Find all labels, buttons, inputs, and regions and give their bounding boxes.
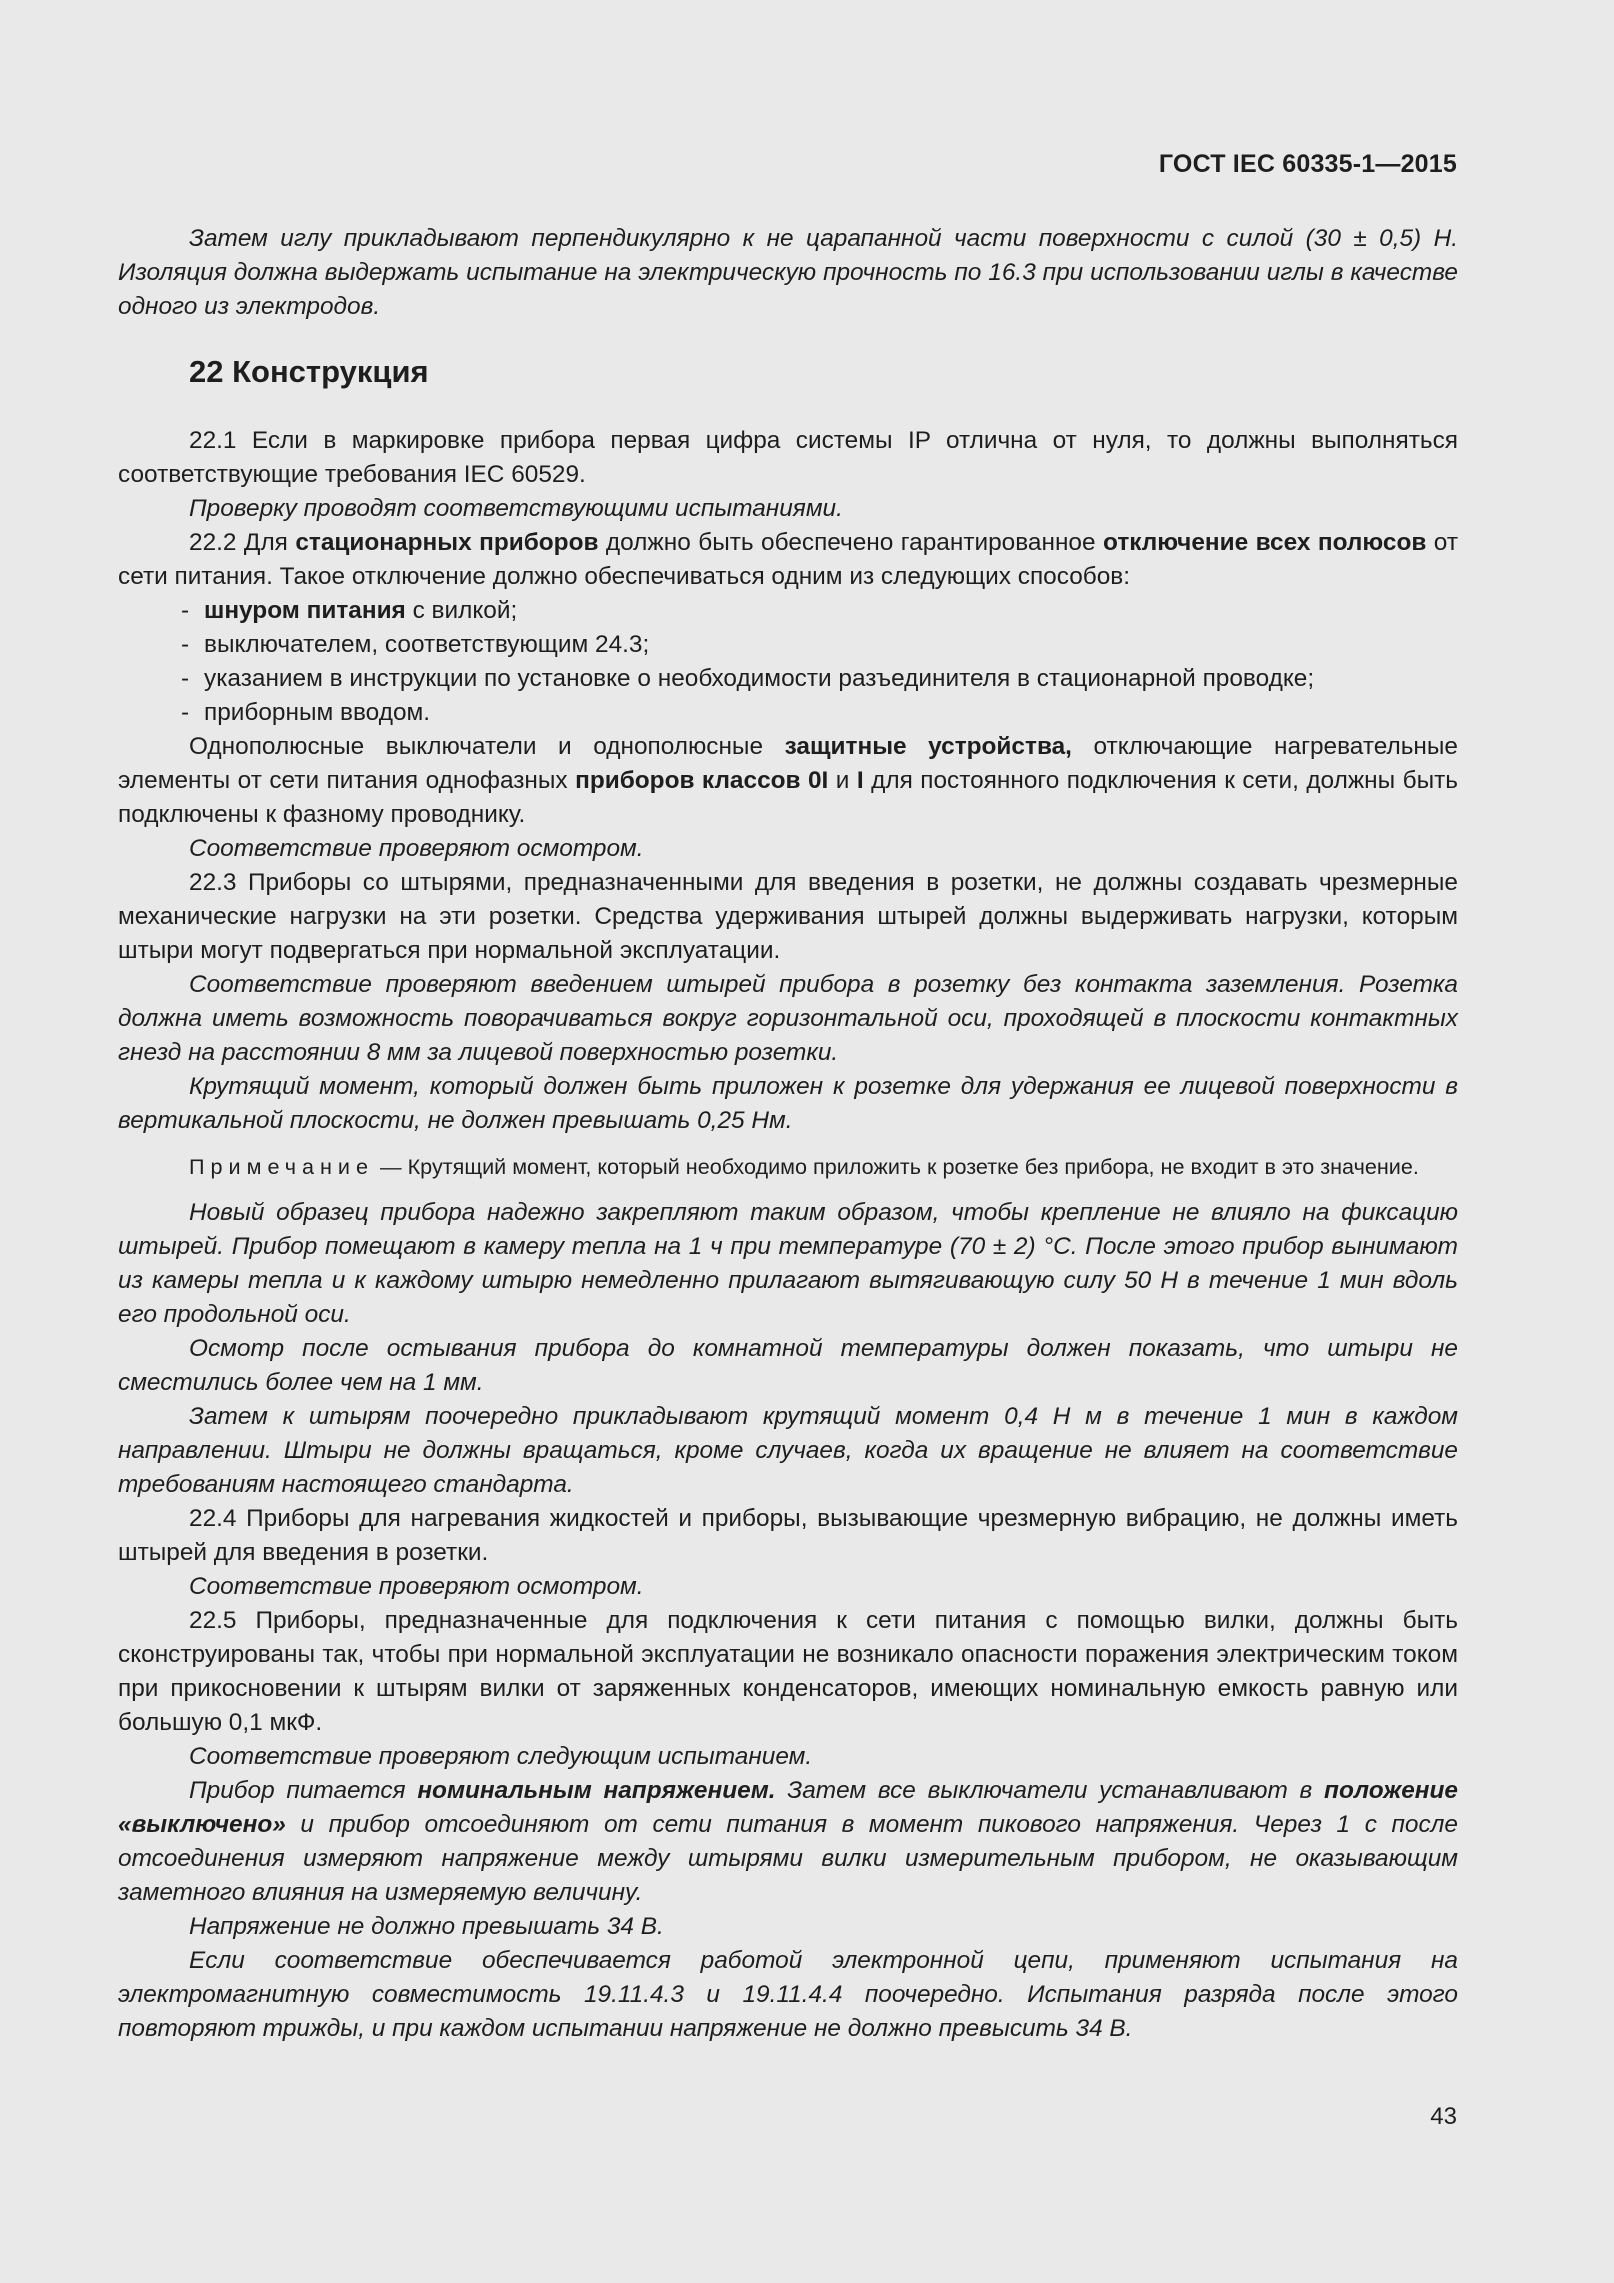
paragraph-single-pole (118, 730, 1458, 832)
text-run: должно быть обеспечено гарантированное (598, 529, 1104, 556)
document-body (118, 222, 1458, 2046)
text-run: с вилкой; (405, 597, 518, 624)
bold-term: положение «выключено» (118, 1777, 1458, 1838)
list-dash: - (181, 631, 190, 658)
text-run: и (828, 767, 857, 794)
list-item (118, 696, 1458, 730)
bold-term: защитные устройства, (784, 733, 1072, 760)
note (118, 1152, 1458, 1182)
text-run: от сети питания. Такое отключение должно обеспечиваться одним из следующих способов: (118, 529, 1458, 590)
paragraph-rated-voltage-test (118, 1774, 1458, 1910)
list-item-text: приборным вводом. (204, 699, 431, 726)
paragraph-check-inspection: Соответствие проверяют осмотром. (189, 835, 644, 862)
paragraph-22-3: 22.3 Приборы со штырями, предназначенными для введения в розетки, не должны создавать чрезмерные механические нагрузки на эти розетки. Средства удерживания штырей должны выдерживать нагрузки, которым штыри могут подвергаться при нормальной эксплуатации. (118, 869, 1458, 964)
bold-term: шнуром питания (204, 597, 406, 624)
list-dash: - (181, 665, 190, 692)
page-number: 43 (1430, 2103, 1457, 2130)
paragraph-22-3-check: Соответствие проверяют введением штырей прибора в розетку без контакта заземления. Розетка должна иметь возможность поворачиваться вокруг горизонтальной оси, проходящей в плоскости контактных гнезд на расстоянии 8 мм за лицевой поверхностью розетки. (118, 971, 1458, 1066)
paragraph-intro: Затем иглу прикладывают перпендикулярно к не царапанной части поверхности с силой (30 ± 0,5) Н. Изоляция должна выдержать испытание на электрическую прочность по 16.3 при использовании иглы в качестве одного из электродов. (118, 225, 1458, 320)
paragraph-22-5-check: Соответствие проверяют следующим испытанием. (189, 1743, 813, 1770)
list-item (118, 628, 1458, 662)
text-run: для постоянного подключения к сети, должны быть подключены к фазному проводнику. (118, 767, 1458, 828)
bold-term: I (856, 767, 864, 794)
paragraph-22-5: 22.5 Приборы, предназначенные для подключения к сети питания с помощью вилки, должны быть сконструированы так, чтобы при нормальной эксплуатации не возникало опасности поражения электрическим током при прикосновении к штырям вилки от заряженных конденсаторов, имеющих номинальную емкость равную или большую 0,1 мкФ. (118, 1607, 1458, 1736)
list-dash: - (181, 699, 190, 726)
list-dash: - (181, 597, 190, 624)
document-code-header: ГОСТ IEC 60335-1—2015 (1158, 150, 1457, 178)
paragraph-22-2 (118, 526, 1458, 594)
text-run: Затем все выключатели устанавливают в (775, 1777, 1325, 1804)
list-item (118, 662, 1458, 696)
paragraph-inspection-after-cooling: Осмотр после остывания прибора до комнатной температуры должен показать, что штыри не сместились более чем на 1 мм. (118, 1335, 1458, 1396)
bold-term: стационарных приборов (295, 529, 599, 556)
paragraph-new-sample: Новый образец прибора надежно закрепляют таким образом, чтобы крепление не влияло на фиксацию штырей. Прибор помещают в камеру тепла на 1 ч при температуре (70 ± 2) °С. После этого прибор вынимают из камеры тепла и к каждому штырю немедленно прилагают вытягивающую силу 50 Н в течение 1 мин вдоль его продольной оси. (118, 1199, 1458, 1328)
note-text: — Крутящий момент, который необходимо приложить к розетке без прибора, не входит в это значение. (374, 1154, 1419, 1179)
text-run: Однополюсные выключатели и однополюсные (189, 733, 785, 760)
note-label: Примечание (189, 1154, 374, 1179)
bold-term: отключение всех полюсов (1103, 529, 1427, 556)
paragraph-22-4: 22.4 Приборы для нагревания жидкостей и приборы, вызывающие чрезмерную вибрацию, не должны иметь штырей для введения в розетки. (118, 1505, 1458, 1566)
paragraph-torque-application: Затем к штырям поочередно прикладывают крутящий момент 0,4 Н м в течение 1 мин в каждом направлении. Штыри не должны вращаться, кроме случаев, когда их вращение не влияет на соответствие требованиям настоящего стандарта. (118, 1403, 1458, 1498)
text-run: Прибор питается (189, 1777, 418, 1804)
section-title: 22 Конструкция (189, 354, 429, 389)
list-item-text: выключателем, соответствующим 24.3; (204, 631, 650, 658)
text-run: и прибор отсоединяют от сети питания в момент пикового напряжения. Через 1 с после отсоединения измеряют напряжение между штырями вилки измерительным прибором, не оказывающим заметного влияния на измеряемую величину. (118, 1811, 1458, 1906)
paragraph-22-1-check: Проверку проводят соответствующими испытаниями. (189, 495, 843, 522)
list-item (118, 594, 1458, 628)
paragraph-torque: Крутящий момент, который должен быть приложен к розетке для удержания ее лицевой поверхности в вертикальной плоскости, не должен превышать 0,25 Нм. (118, 1073, 1458, 1134)
bold-term: номинальным напряжением. (417, 1777, 776, 1804)
paragraph-22-1: 22.1 Если в маркировке прибора первая цифра системы IP отлична от нуля, то должны выполняться соответствующие требования IEC 60529. (118, 427, 1458, 488)
bold-term: приборов классов 0I (575, 767, 829, 794)
paragraph-check-inspection: Соответствие проверяют осмотром. (189, 1573, 644, 1600)
paragraph-emc: Если соответствие обеспечивается работой электронной цепи, применяют испытания на электромагнитную совместимость 19.11.4.3 и 19.11.4.4 поочередно. Испытания разряда после этого повторяют трижды, и при каждом испытании напряжение не должно превысить 34 В. (118, 1947, 1458, 2042)
text-run: 22.2 Для (189, 529, 296, 556)
paragraph-voltage-limit: Напряжение не должно превышать 34 В. (189, 1913, 664, 1940)
text-run: отключающие нагревательные элементы от сети питания однофазных (118, 733, 1458, 794)
list-item-text: указанием в инструкции по установке о необходимости разъединителя в стационарной проводке; (204, 665, 1315, 692)
